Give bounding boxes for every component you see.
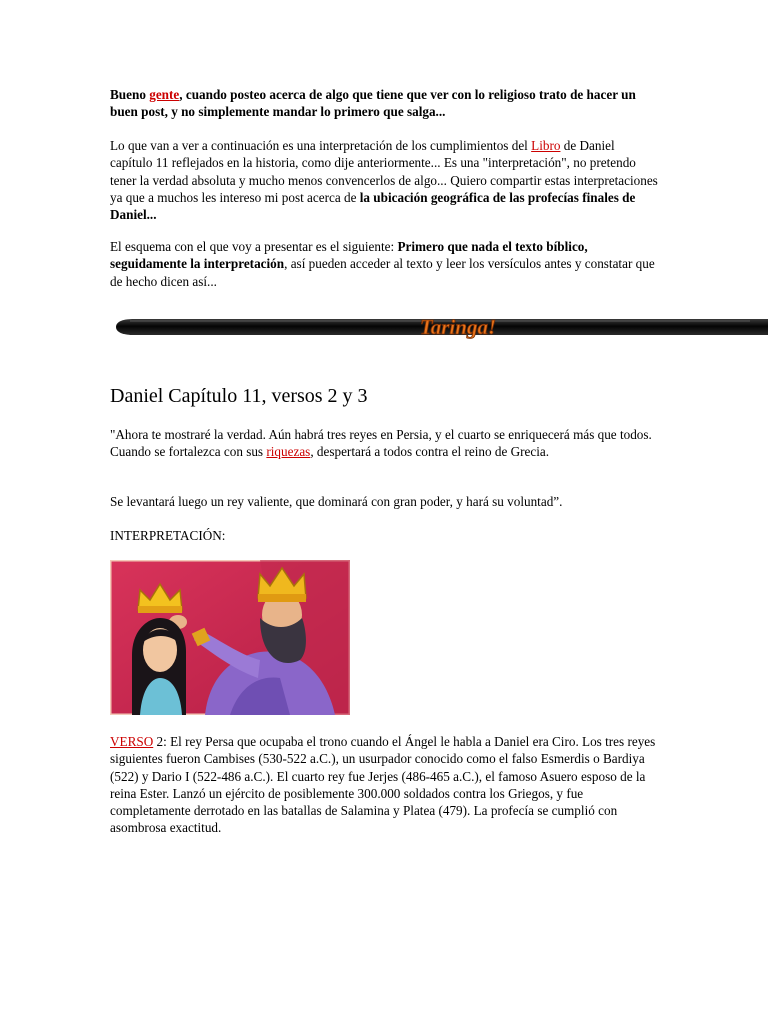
riquezas-link[interactable]: riquezas <box>266 444 311 460</box>
gente-link[interactable]: gente <box>149 87 180 102</box>
intro-text: Lo que van a ver a continuación es una interpretación de los cumplimientos del <box>110 138 532 153</box>
libro-link[interactable]: Libro <box>531 138 561 153</box>
verse-paragraph <box>110 426 660 461</box>
intro-text: El esquema con el que voy a presentar es el siguiente: <box>110 239 398 254</box>
intro-paragraph-3 <box>110 238 660 290</box>
illustration-svg <box>110 560 350 715</box>
intro-paragraph-1 <box>110 86 660 121</box>
verse-text: "Ahora te mostraré la verdad. Aún habrá tres reyes en Persia, y el cuarto se enriquecerá más que todos. Cuando se fortalezca con sus <box>110 427 652 460</box>
section-heading: Daniel Capítulo 11, versos 2 y 3 <box>110 385 368 407</box>
taringa-logo-text: Taringa! <box>419 315 497 339</box>
intro-bold-text: la ubicación geográfica de las profecías finales de Daniel... <box>110 189 636 223</box>
verse-paragraph-2: Se levantará luego un rey valiente, que dominará con gran poder, y hará su voluntad”. <box>110 494 563 509</box>
intro-paragraph-2 <box>110 137 660 223</box>
intro-bold-text: Primero que nada el texto bíblico, seguidamente la interpretación <box>110 239 588 272</box>
banner-svg <box>110 308 768 346</box>
intro-text: Bueno <box>110 87 150 102</box>
intro-text: , cuando posteo acerca de algo que tiene que ver con lo religioso trato de hacer un buen post, y no simplemente mandar lo primero que salga... <box>110 87 636 120</box>
taringa-banner <box>110 308 768 346</box>
interpretation-text: 2: El rey Persa que ocupaba el trono cuando el Ángel le habla a Daniel era Ciro. Los tres reyes siguientes fueron Cambises (530-522 a.C.), un usurpador conocido como el falso Esmerdis o Bardiya (522) y Dario I (522-486 a.C.). El cuarto rey fue Jerjes (486-465 a.C.), el famoso Asuero esposo de la reina Ester. Lanzó un ejército de posiblemente 300.000 soldados contra los Griegos, y fue completamente derrotado en las batallas de Salamina y Platea (479). La profecía se cumplió con asombrosa exactitud. <box>110 734 656 836</box>
verse-text: , despertará a todos contra el reino de Grecia. <box>310 444 550 460</box>
intro-text: de Daniel capítulo 11 reflejados en la historia, como dije anteriormente... Es una "interpretación", no pretendo tener la verdad absoluta y mucho menos convencerlos de algo... Quiero compartir estas interpretaciones ya que a muchos les intereso mi post acerca de <box>110 138 658 205</box>
verso-link[interactable]: VERSO <box>110 734 154 749</box>
interpretation-label: INTERPRETACIÓN: <box>110 528 226 543</box>
intro-text: , así pueden acceder al texto y leer los versículos antes y constatar que de hecho dicen así... <box>110 256 655 289</box>
kings-crown-illustration <box>110 560 350 715</box>
interpretation-paragraph <box>110 733 660 837</box>
